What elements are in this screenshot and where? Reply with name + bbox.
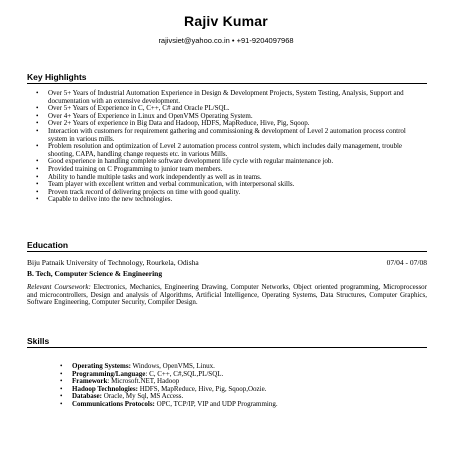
education-dates: 07/04 - 07/08 — [386, 258, 427, 267]
list-item: • Ability to handle multiple tasks and work independently as well as in teams. — [34, 174, 426, 182]
skill-label: Operating Systems: — [72, 362, 131, 370]
list-item: • Team player with excellent written and verbal communication, with interpersonal skills. — [34, 181, 426, 189]
degree-title: B. Tech, Computer Science & Engineering — [27, 269, 163, 278]
skills-heading: Skills — [27, 336, 50, 346]
skills-divider — [27, 347, 427, 348]
list-item: • Capable to delive into the new technologies. — [34, 196, 426, 204]
education-heading: Education — [27, 240, 69, 250]
skill-value: : C, C++, C#,SQL,PL/SQL. — [145, 369, 224, 378]
key-highlights-list — [34, 90, 426, 204]
skill-label: Database: — [72, 392, 102, 401]
contact-line: rajivsiet@yahoo.co.in • +91-9204097968 — [158, 36, 294, 45]
skill-label: Framework — [72, 377, 108, 386]
coursework-text: Electronics, Mechanics, Engineering Drawing, Computer Networks, Object oriented programming, Microprocessor and microcontrollers, Design and analysis of Algorithms, Artificial Intelligence, Operating Systems, Data Structures, Computer Graphics, Software Engineering, Computer Security, Compiler Design. — [27, 283, 428, 307]
list-item: • Proven track record of delivering projects on time with good quality. — [34, 189, 426, 197]
list-item: • Provided training on C Programming to junior team members. — [34, 166, 426, 174]
list-item: • Over 5+ Years of Industrial Automation Experience in Design & Development Projects, System Testing, Analysis, Support and documentation with an extensive development. — [34, 90, 426, 105]
list-item: • Over 5+ Years of Experience in C, C++, C# and Oracle PL/SQL. — [34, 105, 426, 113]
key-highlights-heading: Key Highlights — [27, 72, 87, 82]
list-item: • Good experience in handling complete software development life cycle with regular maintenance job. — [34, 158, 426, 166]
skill-label: Programming/Language — [72, 369, 146, 378]
coursework-label: Relevant Coursework: — [27, 283, 91, 291]
list-item: • Problem resolution and optimization of Level 2 automation process control system, which includes daily management, trouble shooting, CAPA, handling change requests etc. in various Mills. — [34, 143, 426, 158]
skill-value: HDFS, MapReduce, Hive, Pig, Sqoop,Oozie. — [137, 384, 267, 393]
institution-name: Biju Patnaik University of Technology, Rourkela, Odisha — [27, 258, 199, 267]
candidate-name: Rajiv Kumar — [184, 13, 268, 29]
list-item: • Over 4+ Years of Experience in Linux and OpenVMS Operating System. — [34, 113, 426, 121]
list-item: • Interaction with customers for requirement gathering and commissioning & development of Level 2 automation process control system in various mills. — [34, 128, 426, 143]
skill-value: Oracle, My Sql, MS Access. — [101, 392, 184, 401]
skill-value: OPC, TCP/IP, VIP and UDP Programming. — [154, 399, 278, 408]
key-highlights-divider — [27, 83, 427, 84]
skill-item — [58, 401, 418, 409]
skills-list — [58, 363, 418, 409]
list-item: • Over 2+ Years of experience in Big Data and Hadoop, HDFS, MapReduce, Hive, Pig, Sqoop. — [34, 120, 426, 128]
education-institution-row — [27, 258, 427, 267]
skill-label: Communications Protocols: — [72, 399, 155, 408]
skill-value: Windows, OpenVMS, Linux. — [130, 362, 215, 370]
education-divider — [27, 251, 427, 252]
skill-value: : Microsoft.NET, Hadoop — [107, 377, 180, 386]
relevant-coursework — [27, 284, 427, 307]
skill-label: Hadoop Technologies: — [72, 384, 138, 393]
